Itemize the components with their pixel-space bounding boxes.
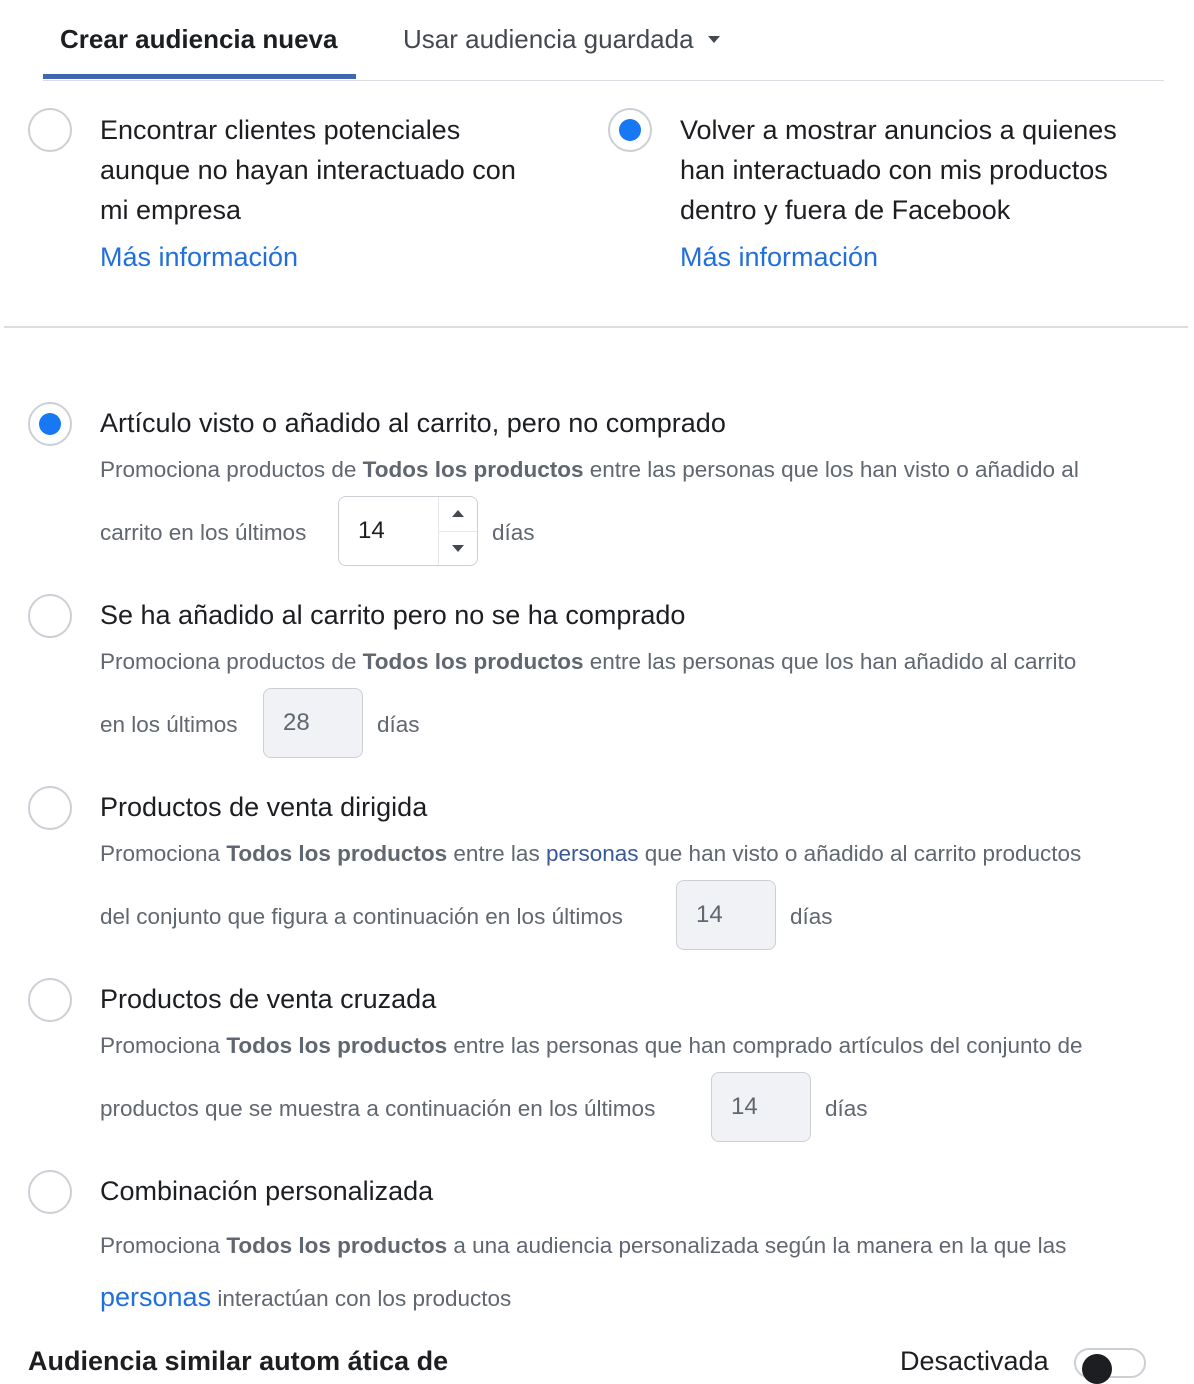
radio-custom-combination[interactable] <box>28 1170 72 1214</box>
days-unit: días <box>377 712 420 737</box>
option-title: Productos de venta cruzada <box>100 984 437 1014</box>
caret-down-icon <box>708 36 720 43</box>
tab-use-saved-audience[interactable] <box>403 22 720 56</box>
days-unit: días <box>492 520 535 545</box>
product-set-name: Todos los productos <box>362 457 584 482</box>
desc-text: Promociona productos de <box>100 457 363 482</box>
active-tab-indicator <box>43 74 356 79</box>
option-find-new-customers-text <box>100 110 516 230</box>
audience-tabs <box>43 0 1164 81</box>
option-text-line: han interactuado con mis productos <box>680 155 1108 185</box>
radio-cross-sell-products[interactable] <box>28 978 72 1022</box>
option-description <box>100 1033 1083 1059</box>
option-text-line: Volver a mostrar anuncios a quienes <box>680 115 1117 145</box>
option-text-line: aunque no hayan interactuado con <box>100 155 516 185</box>
stepper-divider <box>439 531 477 532</box>
days-stepper-input[interactable] <box>338 496 478 566</box>
option-title: Artículo visto o añadido al carrito, pero no comprado <box>100 408 726 438</box>
days-value: 14 <box>358 517 385 544</box>
similar-audience-toggle[interactable] <box>1074 1348 1146 1378</box>
option-description <box>100 1233 1066 1259</box>
option-text-line: dentro y fuera de Facebook <box>680 195 1011 225</box>
days-input-disabled <box>711 1072 811 1142</box>
section-divider <box>4 326 1188 328</box>
similar-audience-title: Audiencia similar autom ática de <box>28 1346 449 1376</box>
learn-more-link-1[interactable]: Más información <box>100 242 299 272</box>
arrow-up-icon[interactable] <box>452 510 464 517</box>
days-unit: días <box>825 1096 868 1121</box>
desc-text: entre las personas que los han añadido al carrito <box>583 649 1077 674</box>
option-retarget-text <box>680 110 1117 230</box>
radio-added-not-purchased[interactable] <box>28 594 72 638</box>
radio-find-new-customers[interactable] <box>28 108 72 152</box>
days-value: 28 <box>283 709 310 736</box>
tab-create-new-audience[interactable]: Crear audiencia nueva <box>60 24 338 54</box>
days-input-disabled <box>676 880 776 950</box>
desc-text: entre las personas que los han visto o añadido al <box>583 457 1079 482</box>
days-value: 14 <box>731 1093 758 1120</box>
desc-text: que han visto o añadido al carrito productos <box>638 841 1082 866</box>
product-set-name: Todos los productos <box>362 649 584 674</box>
option-title: Productos de venta dirigida <box>100 792 428 822</box>
option-description <box>100 841 1081 867</box>
tab-use-saved-label: Usar audiencia guardada <box>403 24 694 54</box>
days-unit: días <box>790 904 833 929</box>
option-text-line: Encontrar clientes potenciales <box>100 115 461 145</box>
days-input-disabled <box>263 688 363 758</box>
toggle-status-label: Desactivada <box>900 1346 1049 1376</box>
learn-more-link-2[interactable]: Más información <box>680 242 879 272</box>
product-set-name: Todos los productos <box>226 841 448 866</box>
option-description <box>100 649 1076 675</box>
desc-text: Promociona productos de <box>100 649 363 674</box>
desc-text: Promociona <box>100 841 227 866</box>
option-title: Se ha añadido al carrito pero no se ha comprado <box>100 600 686 630</box>
option-description-line2: en los últimos <box>100 712 238 737</box>
desc-text: interactúan con los productos <box>211 1286 512 1311</box>
days-value: 14 <box>696 901 723 928</box>
desc-text: a una audiencia personalizada según la manera en la que las <box>447 1233 1067 1258</box>
radio-upsell-products[interactable] <box>28 786 72 830</box>
radio-selected-dot <box>39 413 61 435</box>
option-text-line: mi empresa <box>100 195 242 225</box>
option-description <box>100 457 1079 483</box>
desc-text: entre las <box>447 841 546 866</box>
people-link[interactable]: personas <box>545 841 639 866</box>
option-description-line2: del conjunto que figura a continuación en los últimos <box>100 904 623 929</box>
product-set-name: Todos los productos <box>226 1033 448 1058</box>
option-description-line2: carrito en los últimos <box>100 520 307 545</box>
people-link[interactable]: personas <box>100 1282 212 1312</box>
option-description-line2 <box>100 1282 511 1313</box>
option-title: Combinación personalizada <box>100 1176 434 1206</box>
arrow-down-icon[interactable] <box>452 545 464 552</box>
radio-selected-dot <box>619 119 641 141</box>
stepper-controls <box>438 497 477 565</box>
toggle-knob <box>1082 1354 1112 1384</box>
desc-text: Promociona <box>100 1033 227 1058</box>
desc-text: entre las personas que han comprado artículos del conjunto de <box>447 1033 1083 1058</box>
radio-viewed-or-added-not-purchased[interactable] <box>28 402 72 446</box>
option-description-line2: productos que se muestra a continuación en los últimos <box>100 1096 656 1121</box>
product-set-name: Todos los productos <box>226 1233 448 1258</box>
radio-retarget-interacted[interactable] <box>608 108 652 152</box>
desc-text: Promociona <box>100 1233 227 1258</box>
